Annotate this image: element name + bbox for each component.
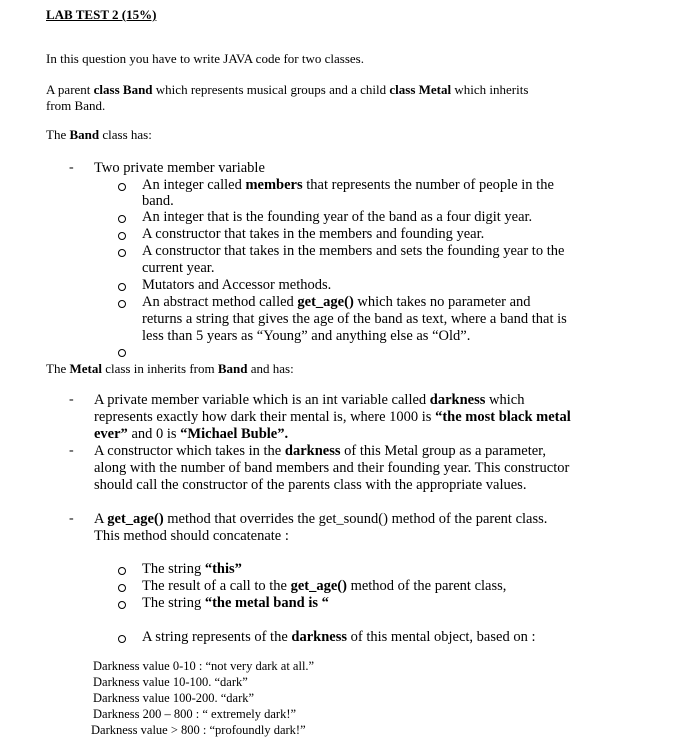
darkness-value-line: Darkness value > 800 : “profoundly dark!” (91, 723, 306, 737)
text-run: “the metal band is “ (204, 595, 329, 611)
text-run: method of the parent class, (346, 578, 507, 594)
text-run: of this Metal group as a parameter, (340, 443, 547, 459)
circle-bullet-icon (118, 349, 126, 357)
text-run: Band (217, 361, 248, 376)
concat-item-parent-call (142, 578, 506, 595)
circle-bullet-icon (118, 283, 126, 291)
dash-bullet: - (69, 160, 74, 175)
dash-bullet: - (69, 443, 74, 458)
text-run: and has: (247, 361, 294, 376)
text-run: which represents musical groups and a child (152, 82, 390, 97)
concat-item-this (142, 561, 242, 578)
dash-bullet: - (69, 511, 74, 526)
circle-bullet-icon (118, 635, 126, 643)
band-item-constructor1: A constructor that takes in the members and founding year. (142, 226, 485, 242)
band-intro (46, 127, 152, 142)
text-run: class has: (99, 127, 152, 142)
text-run: which inherits (451, 82, 529, 97)
band-item-mutators: Mutators and Accessor methods. (142, 277, 332, 293)
text-run: darkness (291, 629, 348, 645)
concat-item-metal-band (142, 595, 329, 612)
circle-bullet-icon (118, 300, 126, 308)
band-item-constructor2: A constructor that takes in the members and sets the founding year to the (142, 243, 565, 259)
text-run: The string (142, 595, 205, 611)
circle-bullet-icon (118, 183, 126, 191)
circle-bullet-icon (118, 601, 126, 609)
band-item-year: An integer that is the founding year of the band as a four digit year. (142, 209, 533, 225)
text-run: class Metal (389, 82, 452, 97)
text-run: “Michael Buble”. (180, 426, 289, 442)
text-run: The (46, 127, 70, 142)
metal-item-darkness-cont1 (94, 409, 571, 426)
text-run: “this” (204, 561, 242, 577)
text-run: “the most black metal (435, 409, 571, 425)
circle-bullet-icon (118, 567, 126, 575)
parent-desc-line1 (46, 82, 528, 97)
metal-item-darkness-cont2 (94, 426, 288, 443)
band-bullet-text: Two private member variable (94, 160, 265, 176)
text-run: A parent (46, 82, 94, 97)
text-run: class in inherits from (101, 361, 218, 376)
band-item-abstract (142, 294, 531, 311)
circle-bullet-icon (118, 232, 126, 240)
darkness-value-line: Darkness value 0-10 : “not very dark at all.” (93, 659, 315, 673)
metal-item-constructor-cont1: along with the number of band members and their founding year. This constructor (94, 460, 570, 476)
darkness-value-line: Darkness value 10-100. “dark” (93, 675, 248, 689)
text-run: darkness (284, 443, 341, 459)
text-run: ever” (94, 426, 128, 442)
band-item-abstract-cont1: returns a string that gives the age of the band as text, where a band that is (142, 311, 567, 327)
text-run: An abstract method called (142, 294, 298, 310)
text-run: The (46, 361, 70, 376)
text-run: Band (69, 127, 100, 142)
text-run: The result of a call to the (142, 578, 291, 594)
metal-item-constructor-cont2: should call the constructor of the parents class with the appropriate values. (94, 477, 527, 493)
text-run: get_age() (290, 578, 347, 594)
text-run: get_age() (297, 294, 354, 310)
text-run: of this mental object, based on : (347, 629, 536, 645)
metal-item-constructor (94, 443, 546, 460)
band-item-constructor2-cont: current year. (142, 260, 215, 276)
metal-item-darkness (94, 392, 524, 409)
circle-bullet-icon (118, 249, 126, 257)
text-run: A (94, 511, 108, 527)
text-run: The string (142, 561, 205, 577)
dash-bullet: - (69, 392, 74, 407)
text-run: which takes no parameter and (353, 294, 531, 310)
metal-item-get-age-cont: This method should concatenate : (94, 528, 289, 544)
circle-bullet-icon (118, 584, 126, 592)
metal-item-get-age (94, 511, 547, 528)
text-run: A private member variable which is an int variable called (94, 392, 430, 408)
band-item-members-cont: band. (142, 193, 174, 209)
metal-intro (46, 361, 294, 376)
text-run: method that overrides the get_sound() method of the parent class. (163, 511, 548, 527)
parent-desc-line2: from Band. (46, 98, 106, 113)
darkness-value-line: Darkness value 100-200. “dark” (93, 691, 255, 705)
circle-bullet-icon (118, 215, 126, 223)
text-run: that represents the number of people in the (302, 177, 554, 193)
text-run: members (245, 177, 303, 193)
text-run: darkness (429, 392, 486, 408)
band-item-members (142, 177, 554, 194)
page-title: LAB TEST 2 (15%) (46, 7, 157, 22)
darkness-value-line: Darkness 200 – 800 : “ extremely dark!” (93, 707, 297, 721)
concat-item-darkness (142, 629, 535, 646)
text-run: class Band (93, 82, 153, 97)
text-run: A string represents of the (142, 629, 292, 645)
text-run: and 0 is (127, 426, 181, 442)
text-run: which (485, 392, 525, 408)
text-run: A constructor which takes in the (94, 443, 285, 459)
intro-text: In this question you have to write JAVA code for two classes. (46, 51, 364, 66)
text-run: get_age() (107, 511, 164, 527)
text-run: An integer called (142, 177, 246, 193)
text-run: represents exactly how dark their mental is, where 1000 is (94, 409, 436, 425)
band-item-abstract-cont2: less than 5 years as “Young” and anything else as “Old”. (142, 328, 471, 344)
text-run: Metal (69, 361, 102, 376)
